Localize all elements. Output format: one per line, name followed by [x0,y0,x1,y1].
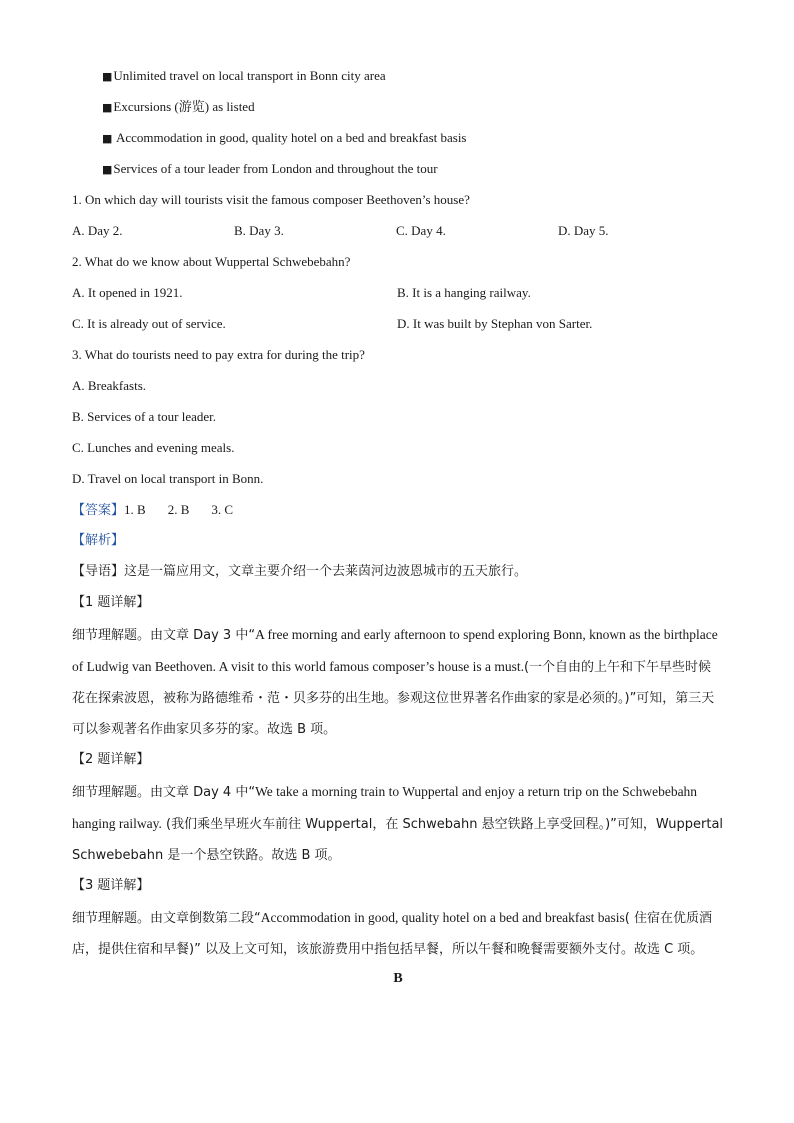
square-bullet-icon: ■ [102,101,113,114]
option-d: D. Day 5. [558,223,609,238]
question-3: 3. What do tourists need to pay extra for during the trip? [72,347,365,362]
document-page [72,64,724,987]
square-bullet-icon: ■ [102,163,113,176]
option-c: C. Lunches and evening meals. [72,440,235,455]
answer-line [72,498,724,529]
option-d: D. Travel on local transport in Bonn. [72,471,264,486]
option-a: A. It opened in 1921. [72,285,183,300]
option-c: C. Day 4. [396,223,446,238]
detail-1-heading: 【1 题详解】 [72,595,150,610]
square-bullet-icon: ■ [102,70,113,83]
detail-3-text: 细节理解题。由文章倒数第二段“Accommodation in good, quality hotel on a bed and breakfast basis( 住宿在优质酒店，提供住宿和早餐)” 以及上文可知，该旅游费用中指包括早餐，所以午餐和晚餐需要额外支付。故选 C 项。 [72,910,713,957]
bullet-item: ■Unlimited travel on local transport in Bonn city area [102,68,386,83]
answer-tag: 【答案】 [72,503,125,518]
detail-3-heading: 【3 题详解】 [72,878,150,893]
guide-tag: 【导语】 [72,564,125,579]
option-b: B. Day 3. [234,223,284,238]
option-b: B. Services of a tour leader. [72,409,217,424]
answer-1: 1. B [124,502,146,517]
answer-3: 3. C [211,502,234,517]
detail-1-text: 细节理解题。由文章 Day 3 中“A free morning and early afternoon to spend exploring Bonn, known as the birthplace of Ludwig van Beethoven. A visit to this world famous composer’s house is a must.(一个自由的上午和下午早些时候花在探索波恩，被称为路德维希・范・贝多芬的出生地。参观这位世界著名作曲家的家是必须的。)”可知，第三天可以参观著名作曲家贝多芬的家。故选 B 项。 [72,627,718,737]
bullet-item: ■Services of a tour leader from London and throughout the tour [102,161,438,176]
bullet-item: ■Excursions (游览) as listed [102,99,255,114]
option-a: A. Breakfasts. [72,378,147,393]
guide-text: 这是一篇应用文，文章主要介绍一个去莱茵河边波恩城市的五天旅行。 [124,564,528,579]
question-2: 2. What do we know about Wuppertal Schwebebahn? [72,254,351,269]
detail-2-text: 细节理解题。由文章 Day 4 中“We take a morning train to Wuppertal and enjoy a return trip on the Schwebebahn hanging railway. (我们乘坐早班火车前往 Wuppertal，在 Schwebahn 悬空铁路上享受回程。)”可知，Wuppertal Schwebebahn 是一个悬空铁路。故选 B 项。 [72,784,724,863]
detail-2-heading: 【2 题详解】 [72,752,150,767]
option-c: C. It is already out of service. [72,316,226,331]
question-1: 1. On which day will tourists visit the famous composer Beethoven’s house? [72,192,470,207]
option-a: A. Day 2. [72,223,123,238]
question-1-options [72,219,724,250]
option-b: B. It is a hanging railway. [397,285,531,300]
bullet-item: ■ Accommodation in good, quality hotel on a bed and breakfast basis [102,130,467,145]
answer-2: 2. B [167,502,190,517]
analysis-tag: 【解析】 [72,533,125,548]
section-label: B [393,971,403,986]
option-d: D. It was built by Stephan von Sarter. [397,316,593,331]
question-2-options-row2 [72,312,724,343]
square-bullet-icon: ■ [102,132,113,145]
guide-line [72,560,724,591]
question-2-options-row1 [72,281,724,312]
